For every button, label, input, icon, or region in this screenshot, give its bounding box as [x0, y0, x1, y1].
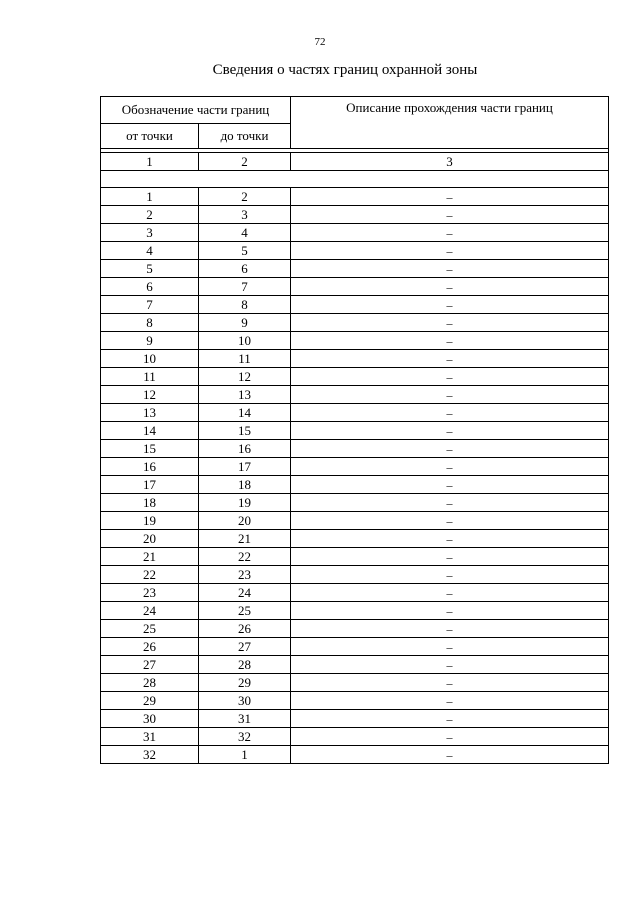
- cell-from-point: 23: [101, 584, 199, 602]
- cell-description: –: [291, 710, 609, 728]
- cell-from-point: 6: [101, 278, 199, 296]
- cell-from-point: 1: [101, 188, 199, 206]
- table-row: [101, 656, 609, 674]
- cell-from-point: 16: [101, 458, 199, 476]
- cell-description: –: [291, 746, 609, 764]
- table-row: [101, 404, 609, 422]
- cell-description: –: [291, 332, 609, 350]
- column-number-3: 3: [291, 153, 609, 171]
- table-row: [101, 692, 609, 710]
- cell-to-point: 8: [199, 296, 291, 314]
- table-row: [101, 350, 609, 368]
- column-number-2: 2: [199, 153, 291, 171]
- cell-description: –: [291, 278, 609, 296]
- cell-to-point: 18: [199, 476, 291, 494]
- cell-from-point: 21: [101, 548, 199, 566]
- cell-to-point: 1: [199, 746, 291, 764]
- cell-to-point: 6: [199, 260, 291, 278]
- cell-description: –: [291, 494, 609, 512]
- table-row: [101, 458, 609, 476]
- table-row: [101, 620, 609, 638]
- cell-description: –: [291, 314, 609, 332]
- table-row: [101, 548, 609, 566]
- cell-description: –: [291, 620, 609, 638]
- table-row: [101, 422, 609, 440]
- cell-from-point: 24: [101, 602, 199, 620]
- table-row: [101, 368, 609, 386]
- table-row: [101, 242, 609, 260]
- header-row-1: [101, 97, 609, 124]
- cell-to-point: 27: [199, 638, 291, 656]
- table-row: [101, 566, 609, 584]
- table-row: [101, 674, 609, 692]
- cell-to-point: 9: [199, 314, 291, 332]
- cell-description: –: [291, 440, 609, 458]
- cell-description: –: [291, 692, 609, 710]
- cell-to-point: 12: [199, 368, 291, 386]
- cell-from-point: 2: [101, 206, 199, 224]
- cell-to-point: 2: [199, 188, 291, 206]
- page-number: 72: [314, 36, 326, 48]
- cell-to-point: 19: [199, 494, 291, 512]
- header-from-point: от точки: [101, 124, 199, 149]
- cell-to-point: 3: [199, 206, 291, 224]
- table-row: [101, 332, 609, 350]
- table-row: [101, 602, 609, 620]
- cell-description: –: [291, 674, 609, 692]
- table-row: [101, 440, 609, 458]
- cell-description: –: [291, 224, 609, 242]
- cell-to-point: 15: [199, 422, 291, 440]
- table-row: [101, 260, 609, 278]
- boundary-table-body: [101, 97, 609, 764]
- cell-to-point: 29: [199, 674, 291, 692]
- table-row: [101, 530, 609, 548]
- table-row: [101, 314, 609, 332]
- cell-from-point: 7: [101, 296, 199, 314]
- cell-to-point: 5: [199, 242, 291, 260]
- separator-row: [101, 171, 609, 188]
- cell-to-point: 28: [199, 656, 291, 674]
- cell-to-point: 21: [199, 530, 291, 548]
- cell-from-point: 3: [101, 224, 199, 242]
- cell-to-point: 24: [199, 584, 291, 602]
- cell-to-point: 32: [199, 728, 291, 746]
- cell-from-point: 14: [101, 422, 199, 440]
- cell-description: –: [291, 422, 609, 440]
- table-row: [101, 710, 609, 728]
- cell-from-point: 25: [101, 620, 199, 638]
- table-row: [101, 638, 609, 656]
- cell-to-point: 4: [199, 224, 291, 242]
- cell-description: –: [291, 242, 609, 260]
- cell-from-point: 31: [101, 728, 199, 746]
- cell-from-point: 5: [101, 260, 199, 278]
- cell-description: –: [291, 602, 609, 620]
- cell-description: –: [291, 206, 609, 224]
- cell-description: –: [291, 638, 609, 656]
- cell-to-point: 26: [199, 620, 291, 638]
- cell-from-point: 22: [101, 566, 199, 584]
- cell-description: –: [291, 386, 609, 404]
- cell-from-point: 18: [101, 494, 199, 512]
- cell-to-point: 23: [199, 566, 291, 584]
- cell-description: –: [291, 188, 609, 206]
- column-number-row: [101, 153, 609, 171]
- separator-cell: [101, 171, 609, 188]
- cell-to-point: 11: [199, 350, 291, 368]
- header-to-point: до точки: [199, 124, 291, 149]
- cell-to-point: 14: [199, 404, 291, 422]
- table-row: [101, 476, 609, 494]
- column-number-1: 1: [101, 153, 199, 171]
- cell-description: –: [291, 260, 609, 278]
- cell-from-point: 9: [101, 332, 199, 350]
- cell-description: –: [291, 530, 609, 548]
- cell-from-point: 17: [101, 476, 199, 494]
- cell-to-point: 13: [199, 386, 291, 404]
- cell-from-point: 4: [101, 242, 199, 260]
- cell-from-point: 19: [101, 512, 199, 530]
- cell-to-point: 20: [199, 512, 291, 530]
- cell-from-point: 8: [101, 314, 199, 332]
- cell-from-point: 13: [101, 404, 199, 422]
- cell-to-point: 16: [199, 440, 291, 458]
- cell-from-point: 11: [101, 368, 199, 386]
- table-row: [101, 512, 609, 530]
- table-row: [101, 278, 609, 296]
- cell-description: –: [291, 512, 609, 530]
- table-row: [101, 728, 609, 746]
- cell-from-point: 20: [101, 530, 199, 548]
- cell-from-point: 32: [101, 746, 199, 764]
- cell-from-point: 28: [101, 674, 199, 692]
- cell-to-point: 17: [199, 458, 291, 476]
- header-designation: Обозначение части границ: [101, 97, 291, 124]
- cell-from-point: 26: [101, 638, 199, 656]
- table-row: [101, 386, 609, 404]
- table-row: [101, 188, 609, 206]
- document-title: Сведения о частях границ охранной зоны: [212, 62, 478, 78]
- cell-to-point: 22: [199, 548, 291, 566]
- cell-from-point: 27: [101, 656, 199, 674]
- table-row: [101, 584, 609, 602]
- cell-description: –: [291, 404, 609, 422]
- cell-description: –: [291, 656, 609, 674]
- cell-description: –: [291, 368, 609, 386]
- cell-to-point: 10: [199, 332, 291, 350]
- cell-description: –: [291, 566, 609, 584]
- cell-to-point: 30: [199, 692, 291, 710]
- cell-to-point: 7: [199, 278, 291, 296]
- table-row: [101, 494, 609, 512]
- boundary-parts-table: [100, 96, 609, 764]
- cell-description: –: [291, 458, 609, 476]
- cell-from-point: 12: [101, 386, 199, 404]
- cell-from-point: 15: [101, 440, 199, 458]
- cell-from-point: 30: [101, 710, 199, 728]
- cell-to-point: 25: [199, 602, 291, 620]
- cell-from-point: 10: [101, 350, 199, 368]
- cell-description: –: [291, 728, 609, 746]
- header-description: Описание прохождения части границ: [291, 97, 609, 149]
- cell-description: –: [291, 584, 609, 602]
- cell-from-point: 29: [101, 692, 199, 710]
- table-row: [101, 206, 609, 224]
- cell-description: –: [291, 548, 609, 566]
- table-row: [101, 746, 609, 764]
- cell-to-point: 31: [199, 710, 291, 728]
- cell-description: –: [291, 296, 609, 314]
- cell-description: –: [291, 476, 609, 494]
- table-row: [101, 296, 609, 314]
- table-row: [101, 224, 609, 242]
- cell-description: –: [291, 350, 609, 368]
